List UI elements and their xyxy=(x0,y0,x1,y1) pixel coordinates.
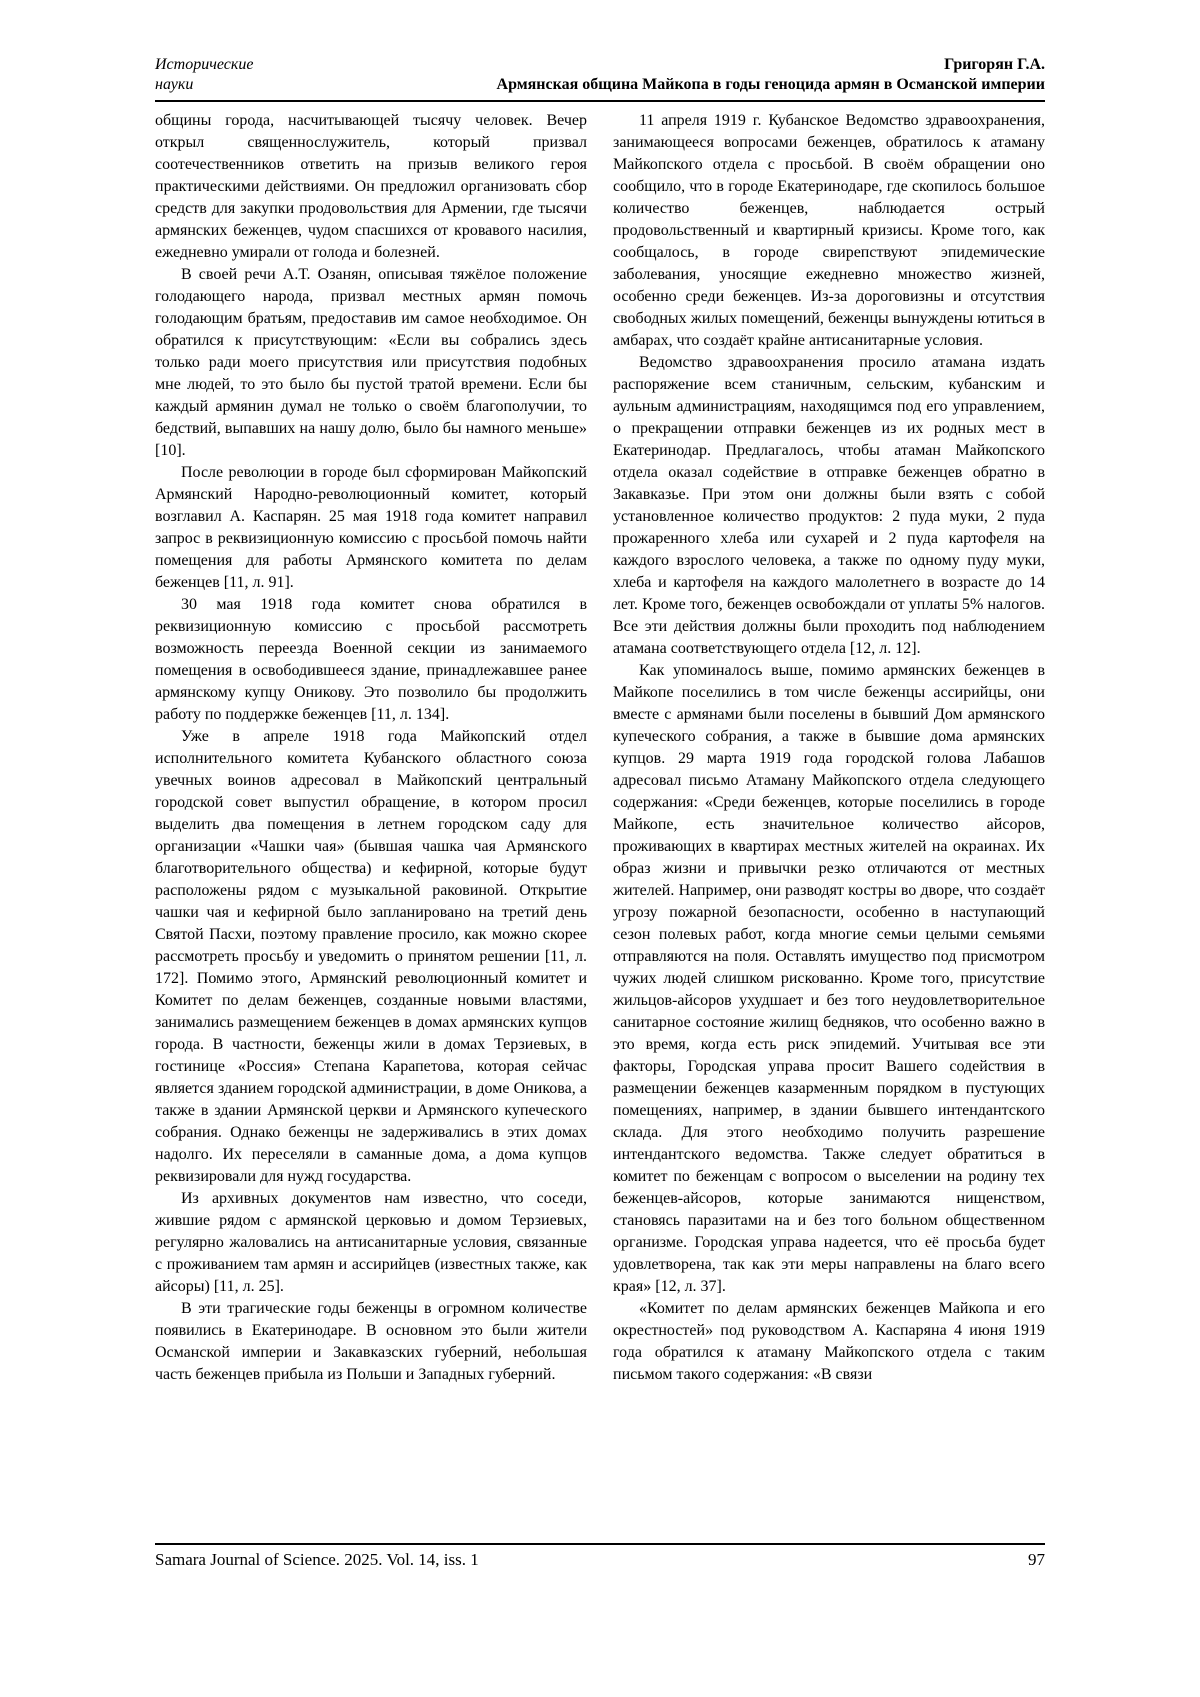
paragraph: общины города, насчитывающей тысячу человек. Вечер открыл священнослужитель, который призвал соотечественников ответить на призыв великого героя практическими действиями. Он предложил организовать сбор средств для закупки продовольствия для Армении, где тысячи армянских беженцев, чудом спасшихся от кровавого насилия, ежедневно умирали от голода и болезней. xyxy=(155,112,587,261)
paragraph: 30 мая 1918 года комитет снова обратился в реквизиционную комиссию с просьбой рассмотреть возможность переезда Военной секции из занимаемого помещения в освободившееся здание, принадлежавшее ранее армянскому купцу Оникову. Это позволило бы продолжить работу по поддержке беженцев [11, л. 134]. xyxy=(155,596,587,723)
paragraph: В эти трагические годы беженцы в огромном количестве появились в Екатеринодаре. В основном это были жители Османской империи и Закавказских губерний, небольшая часть беженцев прибыла из Польши и Западных губерний. xyxy=(155,1300,587,1383)
paragraph: Из архивных документов нам известно, что соседи, жившие рядом с армянской церковью и домом Терзиевых, регулярно жаловались на антисанитарные условия, связанные с проживанием там армян и ассирийцев (известных также, как айсоры) [11, л. 25]. xyxy=(155,1190,587,1295)
paragraph: В своей речи А.Т. Озанян, описывая тяжёлое положение голодающего народа, призвал местных армян помочь голодающим братьям, предоставив им самое необходимое. Он обратился к присутствующим: «Если вы собрались здесь только ради моего присутствия или присутствия подобных мне людей, то это было бы пустой тратой времени. Если бы каждый армянин думал не только о своём благополучии, то бедствий, выпавших на нашу долю, было бы намного меньше» [10]. xyxy=(155,266,587,459)
left-column xyxy=(155,110,587,1386)
header-rule xyxy=(155,100,1045,102)
section-label-line2: науки xyxy=(155,76,194,93)
section-label xyxy=(155,55,253,95)
page-number: 97 xyxy=(1028,1550,1045,1569)
author-name: Григорян Г.А. xyxy=(944,56,1045,73)
paragraph: Уже в апреле 1918 года Майкопский отдел исполнительного комитета Кубанского областного союза увечных воинов адресовал в Майкопский центральный городской совет выпустил обращение, в котором просил выделить два помещения в летнем городском саду для организации «Чашки чая» (бывшая чашка чая Армянского благотворительного общества) и кефирной, которые будут расположены рядом с музыкальной раковиной. Открытие чашки чая и кефирной было запланировано на третий день Святой Пасхи, поэтому правление просило, как можно скорее рассмотреть просьбу и уведомить о принятом решении [11, л. 172]. Помимо этого, Армянский революционный комитет и Комитет по делам беженцев, созданные новыми властями, занимались размещением беженцев в домах армянских купцов города. В частности, беженцы жили в домах Терзиевых, в гостинице «Россия» Степана Карапетова, которая сейчас является зданием городской администрации, в доме Оникова, а также в здании Армянской церкви и Армянского купеческого собрания. Однако беженцы не задерживались в этих домах надолго. Их переселяли в саманные дома, а дома купцов реквизировали для нужд государства. xyxy=(155,728,587,1185)
paragraph: «Комитет по делам армянских беженцев Майкопа и его окрестностей» под руководством А. Каспаряна 4 июня 1919 года обратился к атаману Майкопского отдела с таким письмом такого содержания: «В связи xyxy=(613,1300,1045,1383)
section-label-line1: Исторические xyxy=(155,56,254,73)
page-footer xyxy=(155,1538,1045,1572)
running-title: Армянская община Майкопа в годы геноцида армян в Османской империи xyxy=(496,76,1045,93)
footer-row xyxy=(155,1545,1045,1572)
paragraph: Ведомство здравоохранения просило атамана издать распоряжение всем станичным, сельским, кубанским и аульным администрациям, находящимся под его управлением, о прекращении отправки беженцев из их родных мест в Екатеринодар. Предлагалось, чтобы атаман Майкопского отдела оказал содействие в отправке беженцев обратно в Закавказье. При этом они должны были взять с собой установленное количество продуктов: 2 пуда муки, 2 пуда прожаренного хлеба или сухарей и 2 пуда картофеля на каждого взрослого человека, а также по одному пуду муки, хлеба и картофеля на каждого малолетнего в возрасте до 14 лет. Кроме того, беженцев освобождали от уплаты 5% налогов. Все эти действия должны были проходить под наблюдением атамана соответствующего отдела [12, л. 12]. xyxy=(613,354,1045,657)
header-row xyxy=(155,55,1045,95)
header-right xyxy=(253,55,1045,95)
paragraph: Как упоминалось выше, помимо армянских беженцев в Майкопе поселились в том числе беженцы ассирийцы, они вместе с армянами были поселены в бывший Дом армянского купеческого собрания, а также в бывшие дома армянских купцов. 29 марта 1919 года городской голова Лабашов адресовал письмо Атаману Майкопского отдела следующего содержания: «Среди беженцев, которые поселились в городе Майкопе, есть значительное количество айсоров, проживающих в квартирах местных жителей на окраинах. Их образ жизни и привычки резко отличаются от местных жителей. Например, они разводят костры во дворе, что создаёт угрозу пожарной безопасности, особенно в наступающий сезон полевых работ, когда многие семьи целыми семьями отправляются на поля. Оставлять имущество под присмотром чужих людей слишком рискованно. Кроме того, присутствие жильцов-айсоров ухудшает и без того неудовлетворительное санитарное состояние жилищ бедняков, что особенно важно в это время, когда есть риск эпидемий. Учитывая все эти факторы, Городская управа просит Вашего содействия в размещении беженцев казарменным порядком в пустующих помещениях, например, в здании бывшего интендантского склада. Для этого необходимо получить разрешение интендантского ведомства. Также следует обратиться в комитет по беженцам с вопросом о выселении на родину тех беженцев-айсоров, которые занимаются нищенством, становясь паразитами на и без того больном общественном организме. Городская управа надеется, что её просьба будет удовлетворена, так как эти меры направлены на благо всего края» [12, л. 37]. xyxy=(613,662,1045,1295)
paragraph: 11 апреля 1919 г. Кубанское Ведомство здравоохранения, занимающееся вопросами беженцев, обратилось к атаману Майкопского отдела с просьбой. В своём обращении оно сообщило, что в городе Екатеринодаре, где скопилось большое количество беженцев, наблюдается острый продовольственный и квартирный кризисы. Кроме того, как сообщалось, в городе свирепствуют эпидемические заболевания, уносящие ежедневно множество жизней, особенно среди беженцев. Из-за дороговизны и отсутствия свободных жилых помещений, беженцы вынуждены ютиться в амбарах, что создаёт крайне антисанитарные условия. xyxy=(613,112,1045,349)
paragraph: После революции в городе был сформирован Майкопский Армянский Народно-революционный комитет, который возглавил А. Каспарян. 25 мая 1918 года комитет направил запрос в реквизиционную комиссию с просьбой помочь найти помещения для работы Армянского комитета по делам беженцев [11, л. 91]. xyxy=(155,464,587,591)
page-header xyxy=(155,55,1045,102)
article-body xyxy=(155,110,1045,1386)
right-column xyxy=(613,110,1045,1386)
journal-citation: Samara Journal of Science. 2025. Vol. 14, iss. 1 xyxy=(155,1550,479,1569)
